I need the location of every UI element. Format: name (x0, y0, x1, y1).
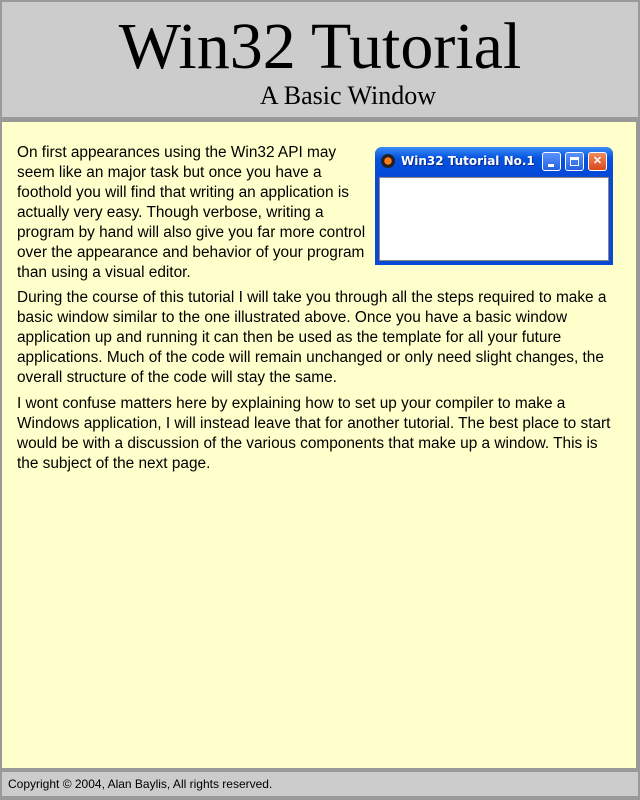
minimize-icon (542, 152, 561, 171)
window-client-area (379, 177, 609, 261)
example-window-illustration (375, 147, 613, 265)
app-icon (381, 154, 395, 168)
window-title-bar (375, 147, 613, 175)
compiler-paragraph: I wont confuse matters here by explaining how to set up your compiler to make a Windows application, I will instead leave that for another tutorial. The best place to start would be with a discussion of the various components that make up a window. This is the subject of the next page. (17, 395, 611, 472)
page-header (2, 2, 638, 117)
page-footer (2, 772, 638, 796)
course-paragraph: During the course of this tutorial I will take you through all the steps required to make a basic window similar to the one illustrated above. Once you have a basic window application up and running it can then be used as the template for all your future applications. Much of the code will remain unchanged or only need slight changes, the overall structure of the code will stay the same. (17, 289, 607, 386)
window-title: Win32 Tutorial No.1 (401, 154, 535, 168)
intro-paragraph: On first appearances using the Win32 API may seem like an major task but once you have a foothold you will find that writing an application is actually very easy. Though verbose, writing a program by hand will also give you far more control over the appearance and behavior of your program than using a visual editor. (17, 144, 366, 281)
maximize-icon (565, 152, 584, 171)
page-subtitle: A Basic Window (259, 81, 437, 110)
content-area (2, 122, 636, 768)
close-icon: ✕ (588, 152, 607, 171)
copyright-text: Copyright © 2004, Alan Baylis, All rights reserved. (8, 777, 273, 791)
page-title: Win32 Tutorial (118, 10, 522, 83)
